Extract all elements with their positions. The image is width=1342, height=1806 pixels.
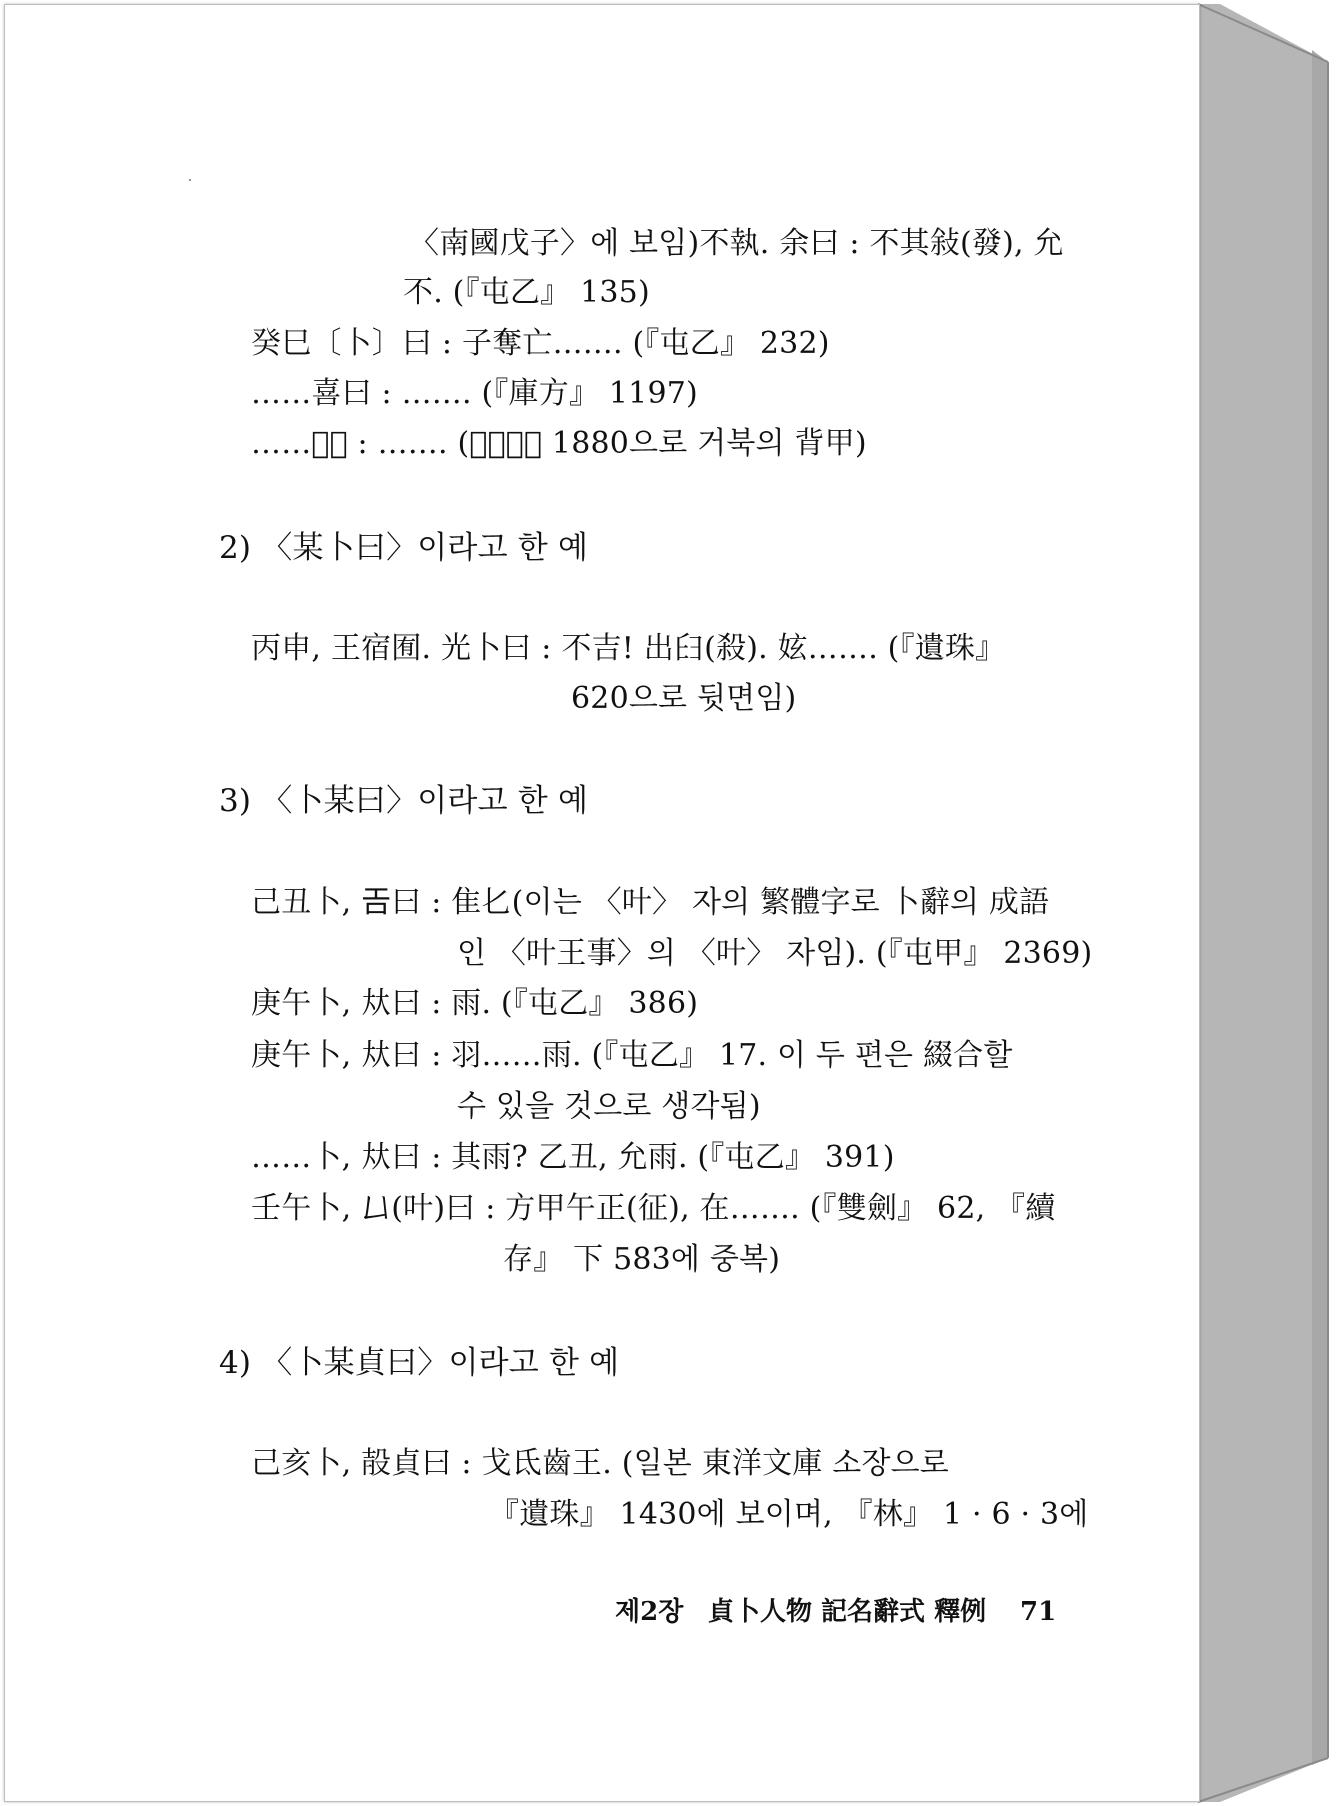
text-line: ……卜, 夶曰 : 其雨? 乙丑, 允雨. (『屯乙』 391) — [251, 1140, 895, 1175]
page-number: 71 — [1020, 1597, 1057, 1627]
footer-title: 貞卜人物 記名辭式 釋例 — [708, 1597, 987, 1627]
text-line: 『遺珠』 1430에 보이며, 『林』 1 · 6 · 3에 — [489, 1497, 1089, 1532]
text-line: 庚午卜, 夶曰 : 雨. (『屯乙』 386) — [251, 986, 699, 1021]
section-heading: 4) 〈卜某貞曰〉이라고 한 예 — [219, 1345, 620, 1381]
text-line: 壬午卜, 𠙴(叶)曰 : 方甲午正(征), 在……. (『雙劍』 62, 『續 — [251, 1191, 1056, 1226]
text-line: ……喜曰 : ……. (『庫方』 1197) — [251, 376, 698, 411]
footer-chapter: 제2장 — [615, 1597, 684, 1627]
scan-speck — [189, 179, 191, 181]
book-page — [4, 4, 1200, 1802]
text-line: 不. (『屯乙』 135) — [403, 275, 650, 310]
text-line: 丙申, 王宿囿. 光卜曰 : 不吉! 出𦥑(殺). 妶……. (『遺珠』 — [251, 631, 1006, 666]
text-line: ……𡧊曰 : ……. (『屯乙』 1880으로 거북의 背甲) — [251, 426, 867, 461]
text-line: 수 있을 것으로 생각됨) — [457, 1089, 761, 1124]
text-line: 己亥卜, 㱿貞曰 : 戈氐齒王. (일본 東洋文庫 소장으로 — [251, 1446, 949, 1481]
section-heading: 2) 〈某卜曰〉이라고 한 예 — [219, 530, 589, 566]
text-line: 庚午卜, 夶曰 : 羽……雨. (『屯乙』 17. 이 두 편은 綴合할 — [251, 1038, 1013, 1073]
section-heading: 3) 〈卜某曰〉이라고 한 예 — [219, 783, 589, 819]
text-line: 己丑卜, 𢀛曰 : 隹𠤎(이는 〈叶〉 자의 繁體字로 卜辭의 成語 — [251, 885, 1050, 920]
text-line: 620으로 뒷면임) — [571, 681, 797, 716]
text-line: 存』 下 583에 중복) — [503, 1242, 781, 1277]
text-line: 〈南國戊子〉에 보임)不執. 余曰 : 不其敍(發), 允 — [409, 226, 1064, 261]
text-line: 癸巳〔卜〕曰 : 子奪亡……. (『屯乙』 232) — [251, 326, 830, 361]
text-line: 인 〈叶王事〉의 〈叶〉 자임). (『屯甲』 2369) — [457, 936, 1093, 971]
